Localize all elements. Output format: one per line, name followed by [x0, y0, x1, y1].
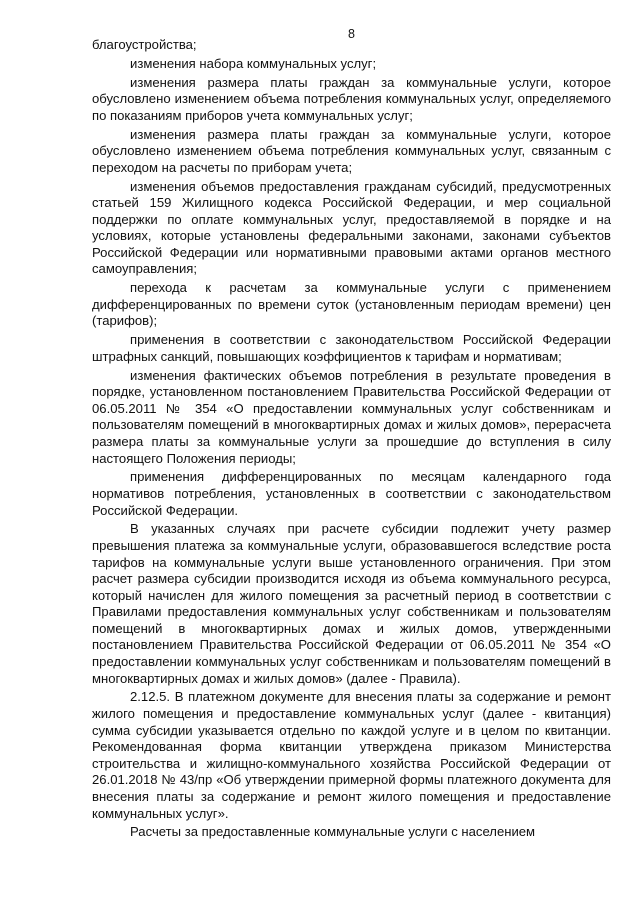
paragraph: изменения фактических объемов потребления в результате проведения в порядке, установленном постановлением Правительства Российской Федерации от 06.05.2011 № 354 «О предоставлении коммунальных услуг собственникам и пользователям помещений в многоквартирных домах и жилых домов», перерасчета размера платы за коммунальные услуги за прошедшие до вступления в силу настоящего Положения периоды;	[92, 367, 611, 466]
paragraph: изменения набора коммунальных услуг;	[130, 55, 377, 71]
paragraph: применения в соответствии с законодательством Российской Федерации штрафных санкций, повышающих коэффициентов к тарифам и нормативам;	[92, 332, 611, 364]
paragraph: применения дифференцированных по месяцам календарного года нормативов потребления, установленных в соответствии с законодательством Российской Федерации.	[92, 469, 611, 518]
paragraph: Расчеты за предоставленные коммунальные услуги с населением	[130, 824, 536, 840]
document-body	[92, 37, 611, 841]
page-number: 8	[348, 27, 355, 41]
paragraph: изменения размера платы граждан за коммунальные услуги, которое обусловлено изменением объема потребления коммунальных услуг, связанным с переходом на расчеты по приборам учета;	[92, 126, 611, 175]
paragraph: В указанных случаях при расчете субсидии подлежит учету размер превышения платежа за коммунальные услуги, образовавшегося вследствие роста тарифов на коммунальные услуги выше установленного ограничения. При этом расчет размера субсидии производится исходя из объема коммунального ресурса, который начислен для жилого помещения за расчетный период в соответствии с Правилами предоставления коммунальных услуг собственникам и пользователям помещений в многоквартирных домах и жилых домов, утвержденными постановлением Правительства Российской Федерации от 06.05.2011 № 354 «О предоставлении коммунальных услуг собственникам и пользователям помещений в многоквартирных домах и жилых домов» (далее - Правила).	[92, 521, 611, 686]
paragraph: 2.12.5. В платежном документе для внесения платы за содержание и ремонт жилого помещения и предоставление коммунальных услуг (далее - квитанция) сумма субсидии указывается отдельно по каждой услуге и в целом по квитанции. Рекомендованная форма квитанции утверждена приказом Министерства строительства и жилищно-коммунального хозяйства Российской Федерации от 26.01.2018 № 43/пр «Об утверждении примерной формы платежного документа для внесения платы за содержание и ремонт жилого помещения и предоставление коммунальных услуг».	[92, 689, 611, 821]
paragraph: изменения размера платы граждан за коммунальные услуги, которое обусловлено изменением объема потребления коммунальных услуг, определяемого по показаниям приборов учета коммунальных услуг;	[92, 74, 611, 123]
paragraph: благоустройства;	[92, 37, 197, 52]
paragraph: изменения объемов предоставления гражданам субсидий, предусмотренных статьей 159 Жилищного кодекса Российской Федерации, и мер социальной поддержки по оплате коммунальных услуг, предоставляемой в порядке и на условиях, которые установлены федеральными законами, законами субъектов Российской Федерации или нормативными правовыми актами органов местного самоуправления;	[92, 178, 611, 277]
paragraph: перехода к расчетам за коммунальные услуги с применением дифференцированных по времени суток (установленным периодам времени) цен (тарифов);	[92, 280, 611, 329]
